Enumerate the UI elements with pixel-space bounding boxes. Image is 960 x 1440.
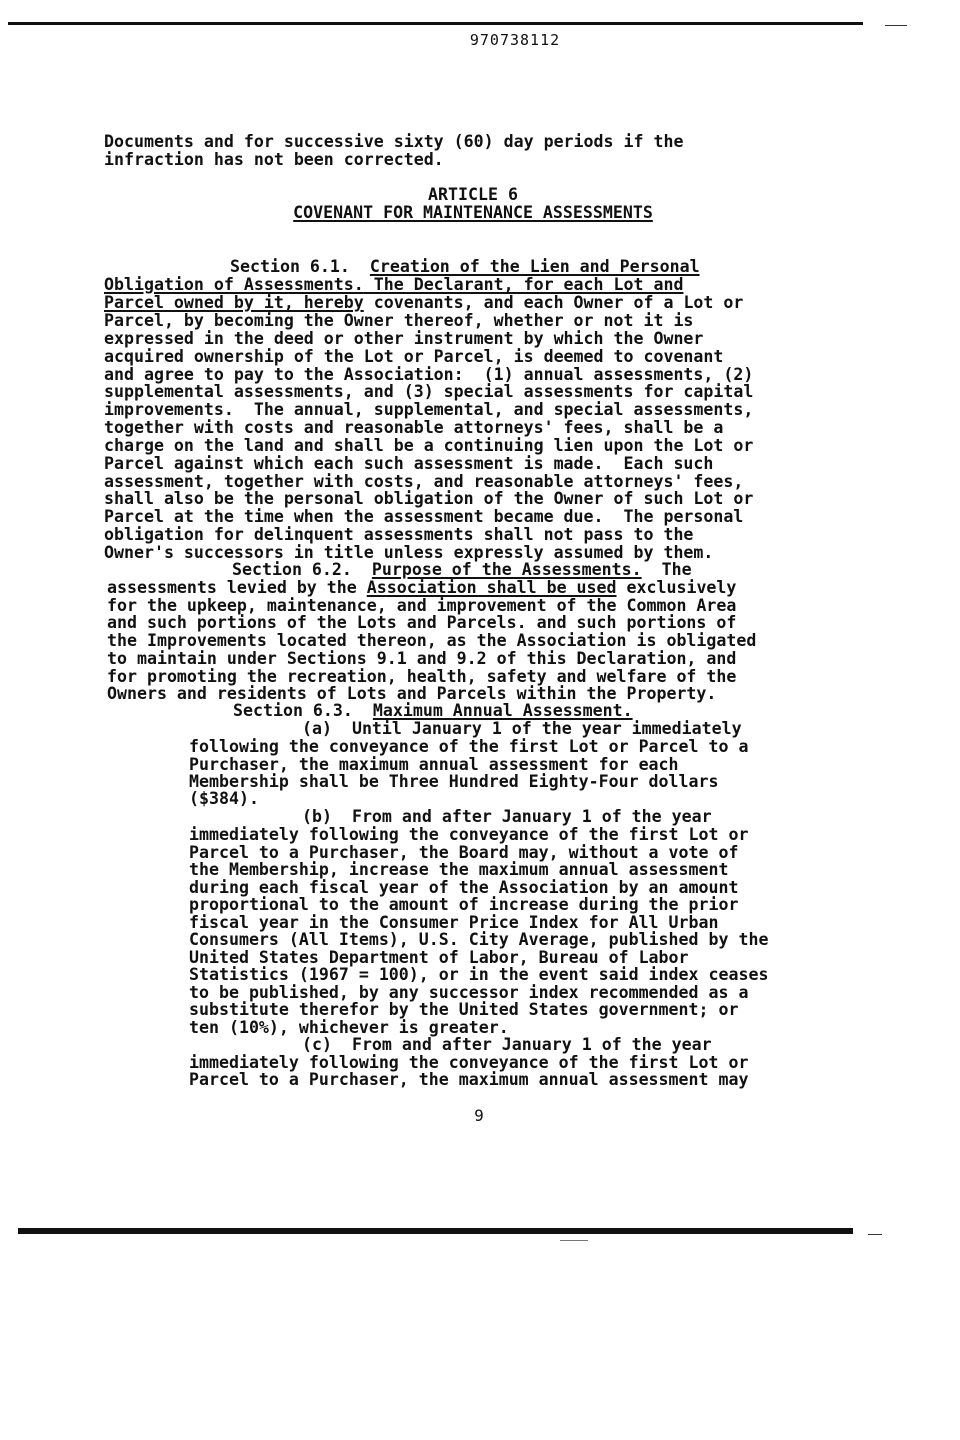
paragraph-b-line: fiscal year in the Consumer Price Index for All Urban	[189, 913, 719, 932]
section-6-2-line: to maintain under Sections 9.1 and 9.2 of this Declaration, and	[107, 649, 737, 668]
section-6-1-line: obligation for delinquent assessments shall not pass to the	[104, 525, 694, 544]
section-6-2-line: and such portions of the Lots and Parcels. and such portions of	[107, 613, 737, 632]
section-6-1-line: improvements. The annual, supplemental, and special assessments,	[104, 400, 754, 419]
section-6-2-label: Section 6.2.	[232, 560, 352, 579]
section-6-2-line	[107, 579, 736, 597]
section-6-2-text: The	[641, 560, 692, 579]
paragraph-b-line: Parcel to a Purchaser, the Board may, without a vote of	[189, 843, 739, 862]
paragraph-a-line: following the conveyance of the first Lot or Parcel to a	[189, 737, 749, 756]
paragraph-a-line: (a) Until January 1 of the year immediately	[302, 719, 742, 738]
section-6-1-line: Owner's successors in title unless expressly assumed by them.	[104, 543, 714, 562]
intro-line: Documents and for successive sixty (60) day periods if the	[104, 132, 684, 151]
section-6-3-heading-line	[233, 702, 633, 720]
paragraph-b-line: (b) From and after January 1 of the year	[302, 807, 712, 826]
paragraph-b-line: proportional to the amount of increase during the prior	[189, 895, 739, 914]
section-6-2-text: exclusively	[616, 578, 737, 597]
section-6-2-heading-line	[232, 561, 692, 579]
section-6-2-heading: Purpose of the Assessments.	[371, 560, 642, 579]
paragraph-b-line: ten (10%), whichever is greater.	[189, 1018, 509, 1037]
paragraph-b-line: Statistics (1967 = 100), or in the event said index ceases	[189, 965, 769, 984]
section-6-1-label: Section 6.1.	[230, 257, 350, 276]
section-6-1-line: assessment, together with costs, and reasonable attorneys' fees,	[104, 472, 744, 491]
article-number: ARTICLE 6	[428, 185, 518, 204]
paragraph-b-line: substitute therefor by the United States government; or	[189, 1000, 739, 1019]
section-6-2-line: for the upkeep, maintenance, and improvement of the Common Area	[107, 596, 737, 615]
page-number: 9	[474, 1106, 484, 1125]
section-6-2-line: the Improvements located thereon, as the Association is obligated	[107, 631, 757, 650]
bottom-rule-mark	[868, 1234, 882, 1235]
section-6-1-line: supplemental assessments, and (3) special assessments for capital	[104, 382, 754, 401]
paragraph-a-line: Purchaser, the maximum annual assessment for each	[189, 755, 679, 774]
section-6-1-line: Parcel, by becoming the Owner thereof, whether or not it is	[104, 311, 694, 330]
bottom-rule	[18, 1228, 853, 1234]
intro-line: infraction has not been corrected.	[104, 150, 444, 169]
paragraph-b-line: during each fiscal year of the Association by an amount	[189, 878, 739, 897]
section-6-2-underlined-text: Association shall be used	[366, 578, 617, 597]
top-rule	[8, 22, 863, 25]
bottom-tick-mark	[560, 1240, 588, 1241]
section-6-1-underlined-text: Parcel owned by it, hereby	[104, 293, 364, 312]
section-6-1-line: acquired ownership of the Lot or Parcel, is deemed to covenant	[104, 347, 724, 366]
section-6-1-line: Parcel against which each such assessment is made. Each such	[104, 454, 714, 473]
paragraph-b-line: immediately following the conveyance of the first Lot or	[189, 825, 749, 844]
section-6-1-line: Parcel at the time when the assessment became due. The personal	[104, 507, 744, 526]
section-6-3-label: Section 6.3.	[233, 701, 353, 720]
paragraph-b-line: the Membership, increase the maximum annual assessment	[189, 860, 729, 879]
section-6-1-line: together with costs and reasonable attorneys' fees, shall be a	[104, 418, 724, 437]
section-6-1-line: expressed in the deed or other instrument by which the Owner	[104, 329, 704, 348]
document-number: 970738112	[469, 31, 561, 49]
section-6-2-line: for promoting the recreation, health, safety and welfare of the	[107, 667, 737, 686]
section-6-1-underlined-text: The Declarant, for each Lot and	[363, 275, 684, 294]
section-6-2-line: Owners and residents of Lots and Parcels within the Property.	[107, 684, 717, 703]
section-6-1-line: charge on the land and shall be a continuing lien upon the Lot or	[104, 436, 754, 455]
paragraph-c-line: (c) From and after January 1 of the year	[302, 1035, 712, 1054]
paragraph-b-line: to be published, by any successor index recommended as a	[189, 983, 749, 1002]
article-title-text: COVENANT FOR MAINTENANCE ASSESSMENTS	[293, 203, 653, 222]
section-6-1-heading-cont: Obligation of Assessments.	[104, 275, 364, 294]
section-6-1-line	[104, 294, 743, 312]
section-6-1-heading-line	[230, 258, 700, 276]
article-title	[0, 204, 946, 222]
section-6-1-text: covenants, and each Owner of a Lot or	[363, 293, 744, 312]
section-6-2-text: assessments levied by the	[107, 578, 367, 597]
paragraph-c-line: immediately following the conveyance of the first Lot or	[189, 1053, 749, 1072]
section-6-3-heading: Maximum Annual Assessment.	[372, 701, 633, 720]
paragraph-b-line: United States Department of Labor, Bureau of Labor	[189, 948, 689, 967]
top-rule-mark	[885, 25, 907, 26]
paragraph-b-line: Consumers (All Items), U.S. City Average, published by the	[189, 930, 769, 949]
section-6-1-line: and agree to pay to the Association: (1) annual assessments, (2)	[104, 365, 754, 384]
paragraph-c-line: Parcel to a Purchaser, the maximum annual assessment may	[189, 1070, 749, 1089]
section-6-1-line	[104, 276, 683, 294]
section-6-1-line: shall also be the personal obligation of the Owner of such Lot or	[104, 489, 754, 508]
section-6-1-heading: Creation of the Lien and Personal	[369, 257, 700, 276]
paragraph-a-line: ($384).	[189, 789, 259, 808]
paragraph-a-line: Membership shall be Three Hundred Eighty-Four dollars	[189, 772, 719, 791]
